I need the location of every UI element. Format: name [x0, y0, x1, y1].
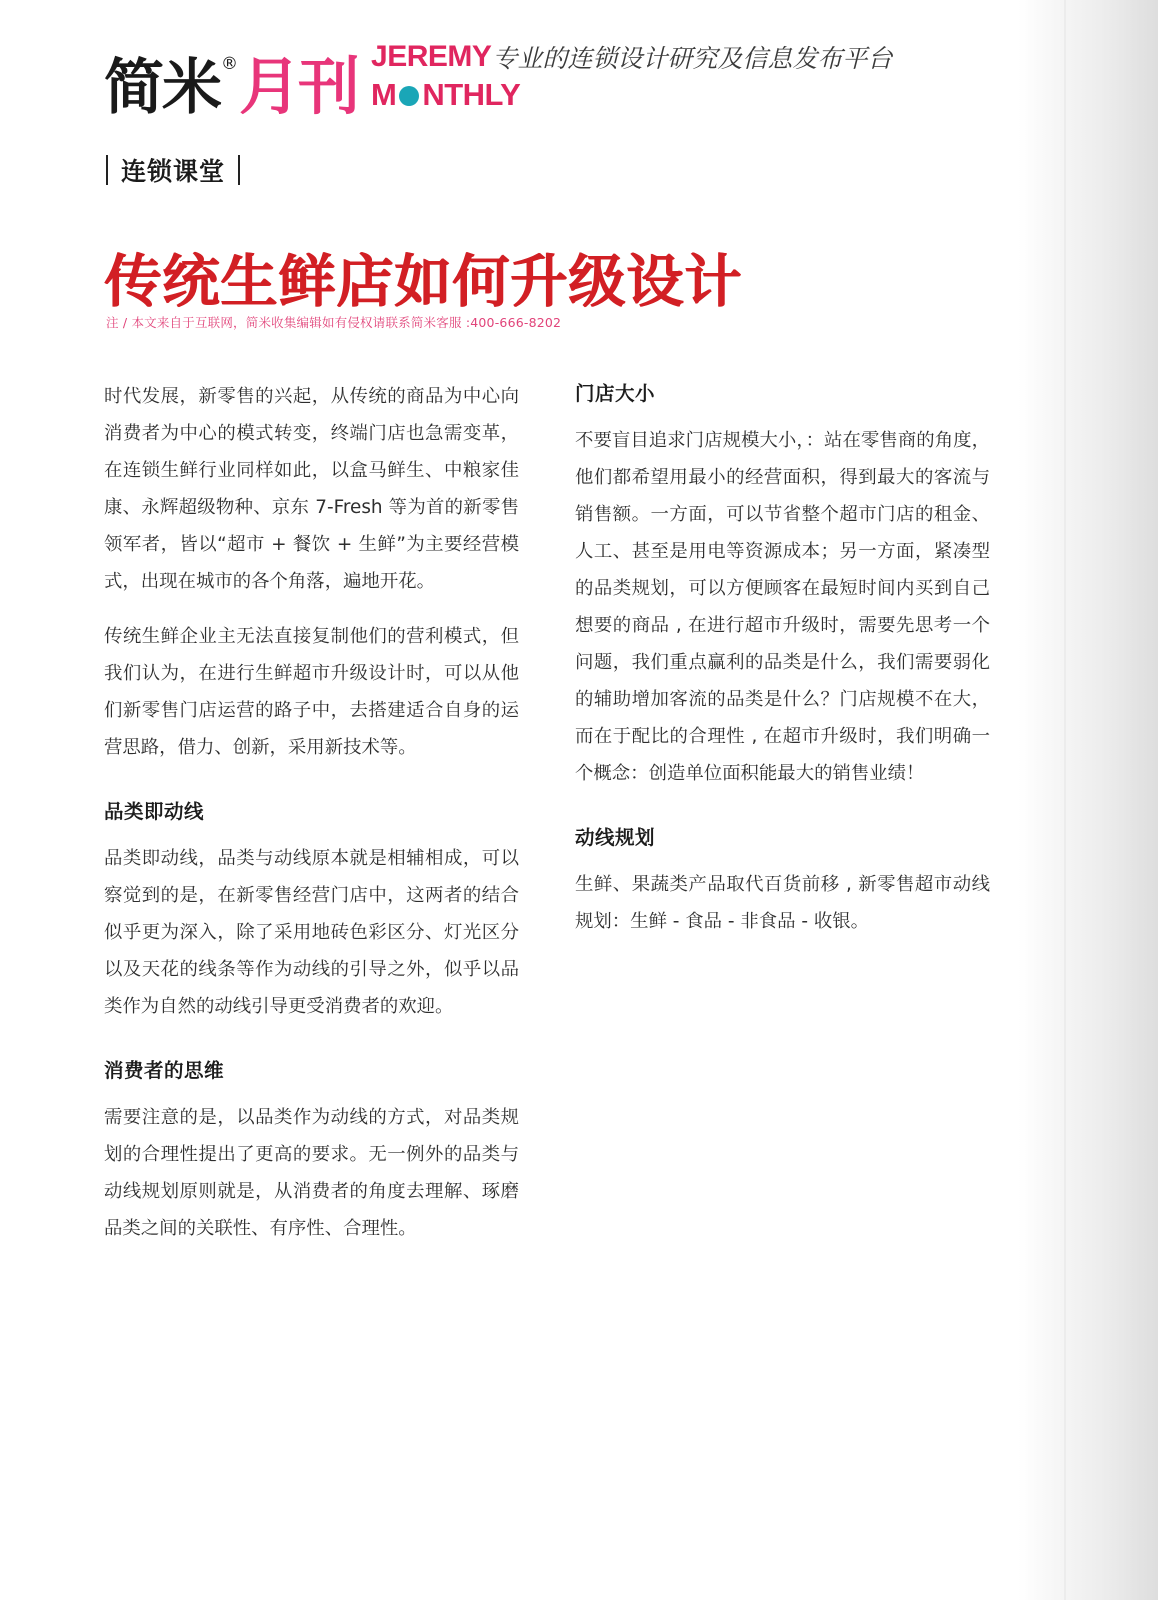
- section-heading: 动线规划: [575, 826, 656, 849]
- kicker-rule-right: [238, 155, 240, 185]
- masthead-logo: [104, 28, 893, 123]
- section-heading: 门店大小: [575, 382, 656, 405]
- column-right: [575, 378, 990, 1247]
- page-fold-shadow: [1018, 0, 1158, 1600]
- article-body: [104, 378, 990, 1247]
- brand-monthly-cn: 月刊: [239, 50, 358, 123]
- section-heading: 品类即动线: [104, 800, 205, 823]
- brand-monthly-m: M: [371, 77, 397, 112]
- paragraph: 传统生鲜企业主无法直接复制他们的营利模式，但我们认为，在进行生鲜超市升级设计时，可以从他们新零售门店运营的路子中，去搭建适合自身的运营思路，借力、创新，采用新技术等。: [104, 626, 519, 758]
- source-note: 注 / 本文来自于互联网，简米收集编辑如有侵权请联系简米客服 :400-666-8202: [106, 315, 562, 330]
- registered-trademark-icon: ®: [221, 54, 238, 74]
- column-left: [104, 378, 519, 1247]
- brand-tagline: 专业的连锁设计研究及信息发布平台: [492, 44, 893, 73]
- paragraph: 不要盲目追求门店规模大小，：站在零售商的角度，他们都希望用最小的经营面积，得到最大的客流与销售额。一方面，可以节省整个超市门店的租金、人工、甚至是用电等资源成本；另一方面，紧凑型的品类规划，可以方便顾客在最短时间内买到自己想要的商品 , 在进行超市升级时，需要先思考一个问题，我们重点赢利的品类是什么，我们需要弱化的辅助增加客流的品类是什么？门店规模不在大，而在于配比的合理性 , 在超市升级时，我们明确一个概念：创造单位面积能最大的销售业绩！: [575, 430, 990, 784]
- kicker-label: 连锁课堂: [121, 157, 226, 186]
- teal-circle-icon: [399, 86, 419, 106]
- brand-logotype-chinese: [104, 50, 358, 123]
- page-fold-line: [1064, 0, 1066, 1600]
- paragraph: 品类即动线，品类与动线原本就是相辅相成，可以察觉到的是，在新零售经营门店中，这两者的结合似乎更为深入，除了采用地砖色彩区分、灯光区分以及天花的线条等作为动线的引导之外，似乎以品类作为自然的动线引导更受消费者的欢迎。: [104, 848, 519, 1017]
- paragraph: 需要注意的是，以品类作为动线的方式，对品类规划的合理性提出了更高的要求。无一例外的品类与动线规划原则就是，从消费者的角度去理解、琢磨品类之间的关联性、有序性、合理性。: [104, 1107, 519, 1239]
- brand-name-latin: JEREMY: [371, 40, 492, 73]
- kicker-rule-left: [106, 155, 108, 185]
- brand-monthly-rest: NTHLY: [422, 77, 521, 112]
- brand-latin-row-1: [371, 42, 892, 72]
- brand-name-cn: 简米: [104, 53, 220, 123]
- page-title: 传统生鲜店如何升级设计: [104, 249, 742, 316]
- section-heading: 消费者的思维: [104, 1059, 225, 1082]
- brand-logotype-latin: [371, 42, 892, 110]
- paragraph: 时代发展，新零售的兴起，从传统的商品为中心向消费者为中心的模式转变，终端门店也急需变革，在连锁生鲜行业同样如此，以盒马鲜生、中粮家佳康、永辉超级物种、京东 7-Fresh 等为首的新零售领军者，皆以“超市 + 餐饮 + 生鲜”为主要经营模式，出现在城市的各个角落，遍地开花。: [104, 386, 519, 592]
- brand-latin-row-2: [371, 79, 892, 110]
- article-kicker: [106, 152, 240, 188]
- paragraph: 生鲜、果蔬类产品取代百货前移 , 新零售超市动线规划：生鲜 - 食品 - 非食品 - 收银。: [575, 874, 990, 932]
